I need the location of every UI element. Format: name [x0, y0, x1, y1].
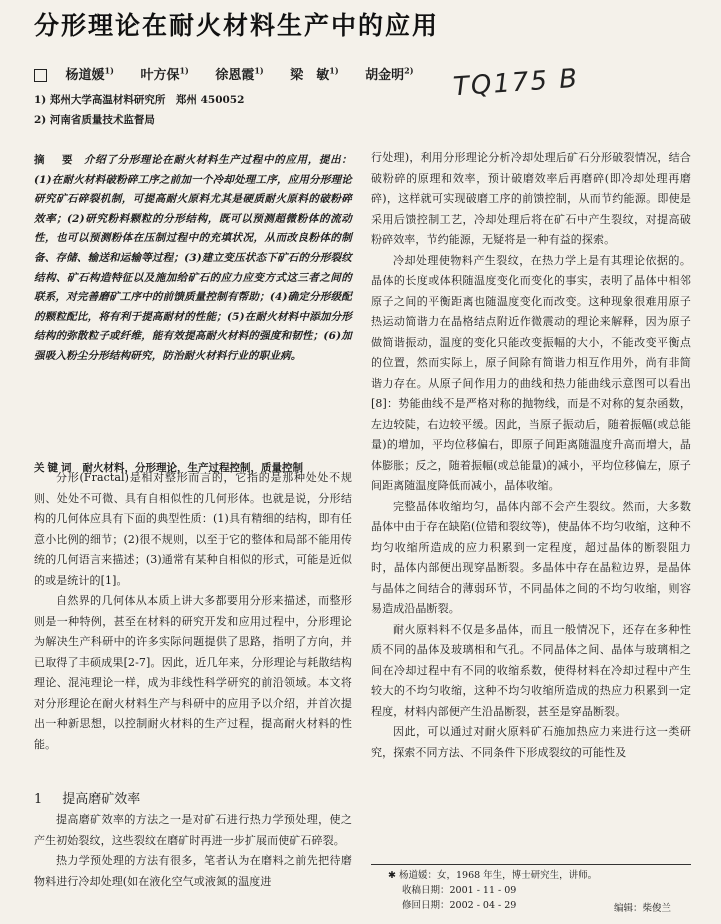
- checkbox-icon: [34, 69, 47, 82]
- left-body: [34, 466, 352, 755]
- paper-title: 分形理论在耐火材料生产中的应用: [34, 11, 440, 40]
- body-paragraph: 热力学预处理的方法有很多，笔者认为在磨料之前先把待磨物料进行冷却处理(如在液化空气或液氮的温度进: [34, 854, 352, 888]
- abstract-label: 摘 要: [34, 154, 76, 166]
- author-name: 杨道媛$^{1)}$: [65, 65, 114, 83]
- abstract: [34, 151, 352, 367]
- footnote-revised: 修回日期：2002 - 04 - 29: [402, 900, 517, 911]
- body-paragraph: 因此，可以通过对耐火原料矿石施加热应力来进行这一类研究，探索不同方法、不同条件下形成裂纹的可能性及: [371, 725, 691, 759]
- section-heading: [34, 788, 140, 807]
- handwritten-classification-note: TQ175 B: [452, 63, 580, 103]
- body-paragraph: 提高磨矿效率的方法之一是对矿石进行热力学预处理，使之产生初始裂纹，这些裂纹在磨矿时再进一步扩展而使矿石碎裂。: [34, 813, 352, 847]
- footnote: [388, 868, 597, 913]
- footnote-author: ✱ 杨道媛：女，1968 年生，博士研究生，讲师。: [388, 870, 598, 881]
- section-1-body: [34, 810, 352, 892]
- author-list: [34, 64, 436, 83]
- section-title: 提高磨矿效率: [62, 792, 141, 807]
- keywords-label: 关键词: [34, 462, 75, 474]
- body-paragraph: 分形(Fractal)是相对整形而言的，它指的是那种处处不规则、处处不可微、具有自相似性的几何形体。也就是说，分形结构的几何体应具有下面的典型性质：(1)具有精细的结构，即有任意小比例的细节；(2)很不规则，以至于它的整体和局部不能用传统的几何语言来描述；(3)通常有某种自相似的形式，可能是近似的或是统计的[1]。: [34, 471, 352, 587]
- affiliation-1: 1) 郑州大学高温材料研究所 郑州 450052: [34, 94, 245, 106]
- abstract-text: 介绍了分形理论在耐火材料生产过程中的应用，提出：(1)在耐火材料破粉碎工序之前加一个冷却处理工序，应用分形理论研究矿石碎裂机制，可提高耐火原料尤其是硬质耐火原料的破粉碎效率；(2)研究粉料颗粒的分形结构，既可以预测超微粉体的流动性，也可以预测粉体在压制过程中的充填状况，从而改良粉体的制备、存储、输送和运输等过程；(3)建立变压状态下矿石的分形裂纹结构、矿石构造特征以及施加给矿石的应力应变方式这三者之间的联系，对完善磨矿工序中的前馈质量控制有帮助；(4)确定分形级配的颗粒配比，将有利于提高耐材的性能；(5)在耐火材料中添加分形结构的弥散粒子或纤维，能有效提高耐火材料的强度和韧性；(6)加强吸入粉尘分形结构研究，防治耐火材料行业的职业病。: [34, 154, 352, 362]
- section-number: 1: [34, 792, 43, 807]
- body-paragraph: 耐火原料料不仅是多晶体，而且一般情况下，还存在多种性质不同的晶体及玻璃相和气孔。不同晶体之间、晶体与玻璃相之间在冷却过程中有不同的收缩系数，使得材料在冷却过程中产生较大的不均匀收缩，这种不均匀收缩所造成的热应力积累到一定程度，材料内部便产生沿晶断裂，甚至是穿晶断裂。: [371, 622, 691, 718]
- right-body: [371, 148, 691, 763]
- body-paragraph: 冷却处理使物料产生裂纹，在热力学上是有其理论依据的。晶体的长度或体积随温度变化而变化的事实，表明了晶体中相邻原子之间的平衡距离也随温度变化而改变。这种现象很难用原子热运动简谐力在晶格结点附近作微震动的理论来解释，因为原子做简谐振动，温度的变化只能改变振幅的大小，不能改变平衡点的位置，然而实际上，原子间除有简谐力相互作用外，尚有非简谐力存在。从原子间作用力的曲线和热力能曲线示意图可以看出[8]：势能曲线不是严格对称的抛物线，而是不对称的复杂函数，左边较陡，右边较平缓。因此，当原子振动后，随着振幅(或总能量)的增加，平均位移偏右，即原子间距离随温度升高而增大，晶体膨胀；反之，随着振幅(或总能量)的减小，平均位移偏左，原子间距离随温度降低而减小，晶体收缩。: [371, 253, 691, 492]
- author-name: 叶方保$^{1)}$: [140, 65, 189, 83]
- body-paragraph: 行处理)，利用分形理论分析冷却处理后矿石分形破裂情况，结合破粉碎的原理和效率，预计破磨效率后再磨碎(即冷却处理再磨碎)，这样就可实现破磨工序的前馈控制，从而节约能源。即使是采用后馈控制工艺，冷却处理后将在矿石中产生裂纹，对提高破粉碎效率，节约能源，无疑将是一种有益的探索。: [371, 151, 691, 246]
- author-name: 胡金明$^{2)}$: [365, 65, 414, 83]
- footnote-received: 收稿日期：2001 - 11 - 09: [402, 885, 517, 896]
- author-name: 徐恩霞$^{1)}$: [215, 65, 264, 83]
- body-paragraph: 完整晶体收缩均匀，晶体内部不会产生裂纹。然而，大多数晶体中由于存在缺陷(位错和裂纹等)，使晶体不均匀收缩，这种不均匀收缩所造成的应力积累到一定程度，超过晶体的断裂阻力时，晶体内部便出现穿晶断裂。多晶体中存在晶粒边界，是晶体与晶体之间结合的薄弱环节，不同晶体之间的不均匀收缩，则容易造成沿晶断裂。: [371, 499, 691, 615]
- affiliation-2: 2) 河南省质量技术监督局: [34, 114, 155, 126]
- author-name: 梁 敏$^{1)}$: [290, 65, 339, 83]
- footnote-divider: [371, 864, 691, 865]
- editor-credit: 编辑：柴俊兰: [614, 903, 672, 914]
- keywords-text: 耐火材料，分形理论，生产过程控制，质量控制: [82, 462, 303, 474]
- body-paragraph: 自然界的几何体从本质上讲大多都要用分形来描述，而整形则是一种特例，甚至在材料的研究开发和应用过程中，分形理论为解决生产科研中的许多实际问题提供了思路，指明了方向，并已取得了丰硕成果[2-7]。因此，近几年来，分形理论与耗散结构理论、混沌理论一样，成为非线性科学研究的前沿领域。本文将对分形理论在耐火材料生产与科研中的应用予以介绍，并首次提出一种新思想，以控制耐火材料的生产过程，提高耐火材料的性能。: [34, 594, 352, 751]
